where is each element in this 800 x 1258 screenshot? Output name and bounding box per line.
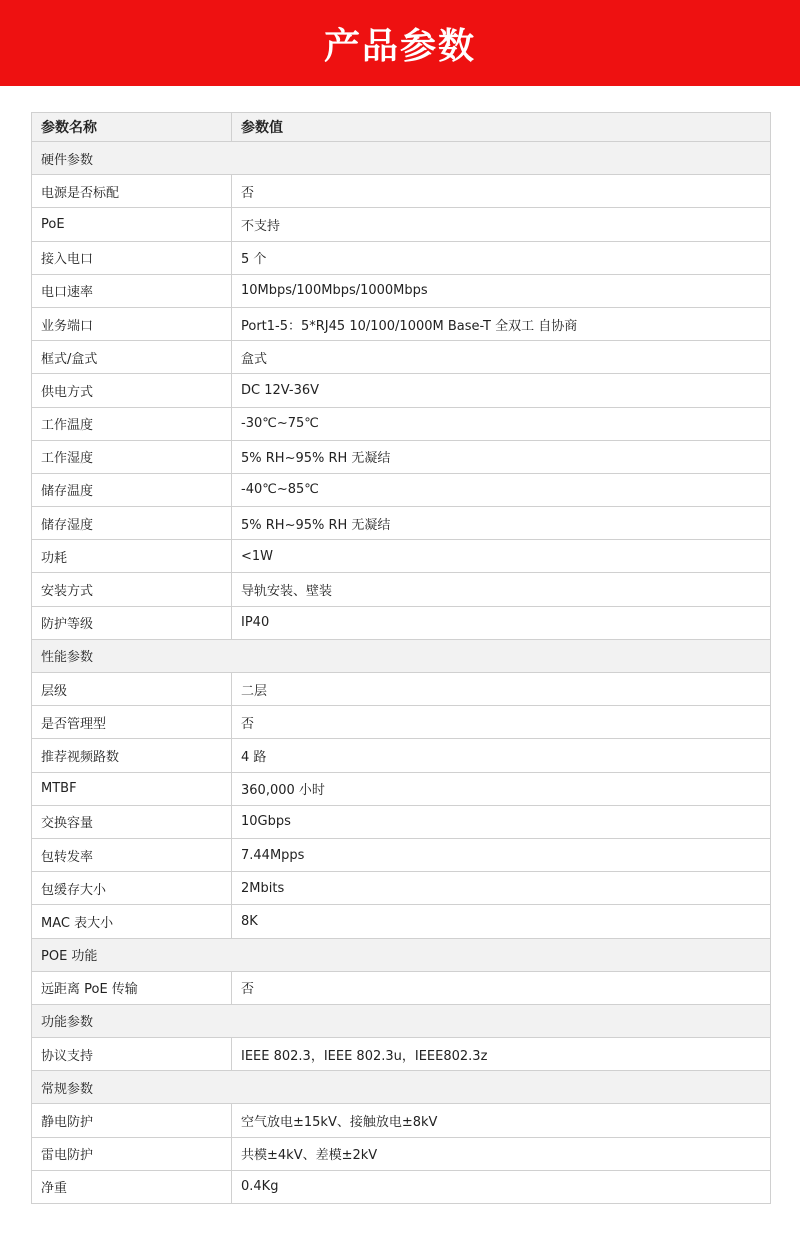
param-name: 远距离 PoE 传输: [32, 971, 232, 1004]
param-name: 防护等级: [32, 606, 232, 639]
param-value: 0.4Kg: [232, 1170, 771, 1203]
param-name: 静电防护: [32, 1104, 232, 1137]
param-value: DC 12V-36V: [232, 374, 771, 407]
table-row: [32, 208, 771, 241]
table-row: [32, 274, 771, 307]
param-value: 10Gbps: [232, 805, 771, 838]
param-name: MAC 表大小: [32, 905, 232, 938]
param-value: Port1-5：5*RJ45 10/100/1000M Base-T 全双工 自协商: [232, 307, 771, 340]
param-value: 10Mbps/100Mbps/1000Mbps: [232, 274, 771, 307]
table-row: [32, 805, 771, 838]
param-name: 净重: [32, 1170, 232, 1203]
table-row: [32, 407, 771, 440]
table-row: [32, 507, 771, 540]
section-row: [32, 938, 771, 971]
section-row: [32, 142, 771, 175]
table-row: [32, 772, 771, 805]
table-row: [32, 374, 771, 407]
section-row: [32, 1004, 771, 1037]
param-name: 协议支持: [32, 1038, 232, 1071]
param-name: 安装方式: [32, 573, 232, 606]
table-row: [32, 473, 771, 506]
spec-table: [31, 112, 771, 1204]
table-row: [32, 838, 771, 871]
table-row: [32, 872, 771, 905]
param-name: 包转发率: [32, 838, 232, 871]
section-label: 性能参数: [32, 639, 771, 672]
table-header-row: [32, 113, 771, 142]
param-value: 5% RH~95% RH 无凝结: [232, 507, 771, 540]
table-row: [32, 241, 771, 274]
param-value: 5% RH~95% RH 无凝结: [232, 440, 771, 473]
section-row: [32, 1071, 771, 1104]
param-value: <1W: [232, 540, 771, 573]
param-value: 二层: [232, 673, 771, 706]
param-name: 电口速率: [32, 274, 232, 307]
param-value: 2Mbits: [232, 872, 771, 905]
table-row: [32, 706, 771, 739]
param-name: 供电方式: [32, 374, 232, 407]
param-name: 交换容量: [32, 805, 232, 838]
table-row: [32, 1104, 771, 1137]
section-label: POE 功能: [32, 938, 771, 971]
title-banner: [0, 0, 800, 86]
param-name: 层级: [32, 673, 232, 706]
param-name: 储存温度: [32, 473, 232, 506]
table-row: [32, 606, 771, 639]
table-row: [32, 905, 771, 938]
param-name: 是否管理型: [32, 706, 232, 739]
param-value: 共模±4kV、差模±2kV: [232, 1137, 771, 1170]
param-value: IP40: [232, 606, 771, 639]
param-value: 盒式: [232, 341, 771, 374]
param-value: 否: [232, 175, 771, 208]
param-name: 包缓存大小: [32, 872, 232, 905]
table-row: [32, 673, 771, 706]
header-param-name: 参数名称: [32, 113, 232, 142]
param-value: -40℃~85℃: [232, 473, 771, 506]
param-value: 空气放电±15kV、接触放电±8kV: [232, 1104, 771, 1137]
table-row: [32, 1170, 771, 1203]
param-name: 接入电口: [32, 241, 232, 274]
param-name: 业务端口: [32, 307, 232, 340]
param-name: 工作湿度: [32, 440, 232, 473]
param-value: 否: [232, 971, 771, 1004]
page-title: 产品参数: [323, 25, 476, 67]
param-value: IEEE 802.3，IEEE 802.3u，IEEE802.3z: [232, 1038, 771, 1071]
param-value: 导轨安装、壁装: [232, 573, 771, 606]
table-row: [32, 341, 771, 374]
param-name: 电源是否标配: [32, 175, 232, 208]
table-row: [32, 307, 771, 340]
param-value: -30℃~75℃: [232, 407, 771, 440]
table-row: [32, 540, 771, 573]
table-row: [32, 739, 771, 772]
table-row: [32, 1137, 771, 1170]
section-label: 常规参数: [32, 1071, 771, 1104]
param-name: PoE: [32, 208, 232, 241]
param-value: 不支持: [232, 208, 771, 241]
param-value: 5 个: [232, 241, 771, 274]
param-name: 雷电防护: [32, 1137, 232, 1170]
section-row: [32, 639, 771, 672]
spec-table-body: [32, 113, 771, 1204]
table-row: [32, 1038, 771, 1071]
param-name: 储存湿度: [32, 507, 232, 540]
param-value: 7.44Mpps: [232, 838, 771, 871]
param-value: 8K: [232, 905, 771, 938]
param-value: 360,000 小时: [232, 772, 771, 805]
param-name: 功耗: [32, 540, 232, 573]
param-name: 工作温度: [32, 407, 232, 440]
param-value: 否: [232, 706, 771, 739]
table-row: [32, 175, 771, 208]
table-row: [32, 573, 771, 606]
table-row: [32, 440, 771, 473]
param-name: 框式/盒式: [32, 341, 232, 374]
section-label: 功能参数: [32, 1004, 771, 1037]
section-label: 硬件参数: [32, 142, 771, 175]
table-row: [32, 971, 771, 1004]
header-param-value: 参数值: [232, 113, 771, 142]
param-name: MTBF: [32, 772, 232, 805]
param-name: 推荐视频路数: [32, 739, 232, 772]
param-value: 4 路: [232, 739, 771, 772]
